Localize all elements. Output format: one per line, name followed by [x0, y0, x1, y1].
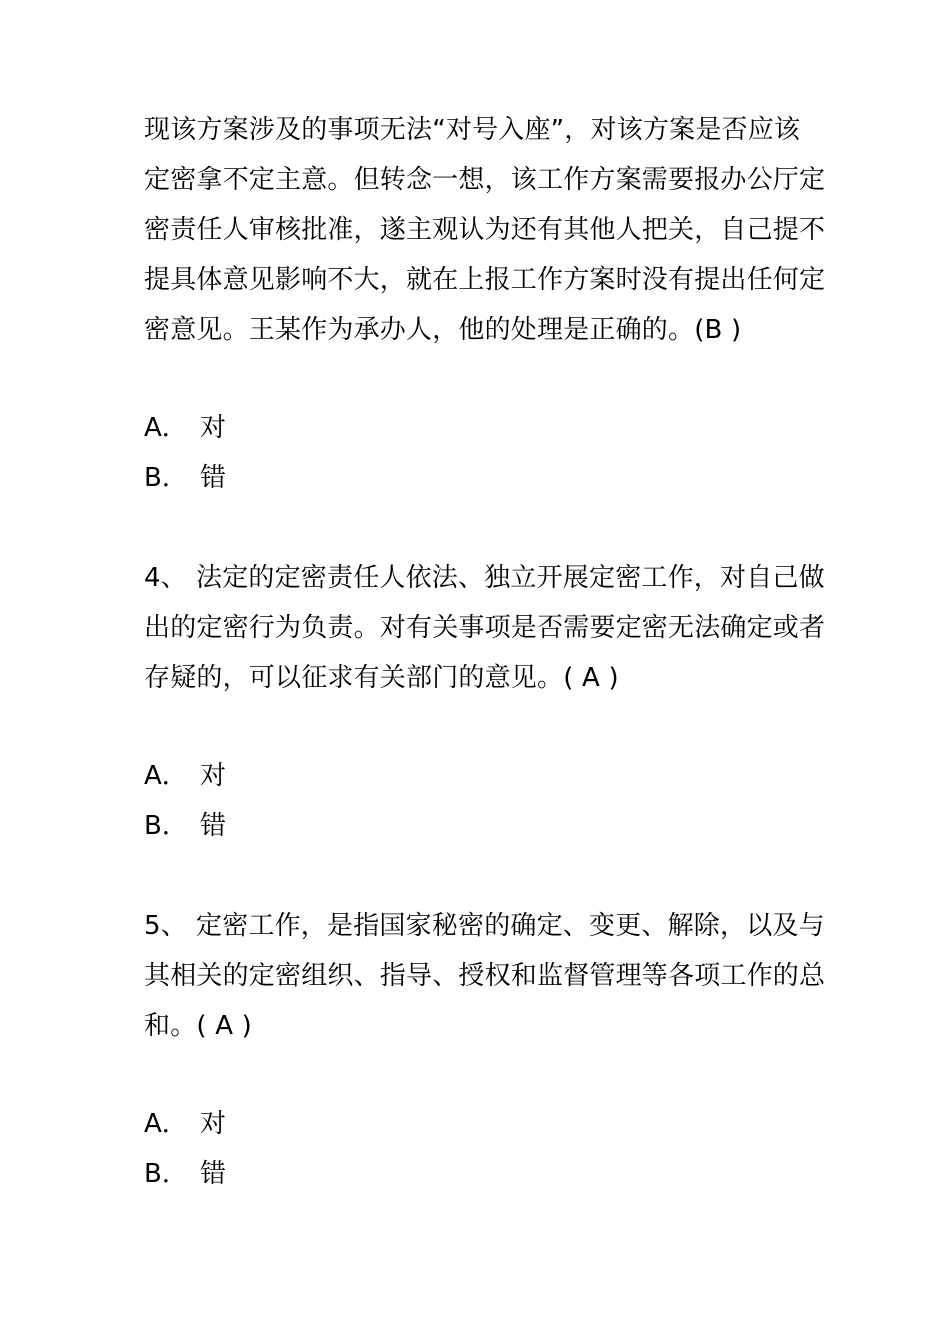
q3-option-a — [144, 412, 226, 444]
q3-line-1: 现该方案涉及的事项无法“对号入座”，对该方案是否应该 — [144, 115, 801, 145]
q3-line-2: 定密拿不定主意。但转念一想，该工作方案需要报办公厅定 — [144, 165, 826, 195]
q4-line-2: 出的定密行为负责。对有关事项是否需要定密无法确定或者 — [144, 613, 826, 643]
option-letter: B． — [144, 463, 188, 493]
option-letter: B． — [144, 1159, 188, 1189]
option-text: 错 — [200, 463, 227, 493]
option-text: 错 — [200, 811, 227, 841]
option-letter: A． — [144, 413, 188, 443]
q5-line-2: 其相关的定密组织、指导、授权和监督管理等各项工作的总 — [144, 961, 826, 991]
question-number: 4、 — [144, 563, 187, 593]
q4-option-b — [144, 810, 226, 842]
q4-option-a — [144, 760, 226, 792]
option-text: 对 — [200, 1109, 227, 1139]
q3-option-b — [144, 462, 226, 494]
question-number: 5、 — [144, 911, 187, 941]
q3-line-5: 密意见。王某作为承办人，他的处理是正确的。(B ) — [144, 315, 742, 345]
q4-line-1 — [144, 562, 825, 594]
q5-line-3: 和。( A ) — [144, 1011, 253, 1041]
option-letter: B． — [144, 811, 188, 841]
option-letter: A． — [144, 1109, 188, 1139]
q3-line-4: 提具体意见影响不大，就在上报工作方案时没有提出任何定 — [144, 265, 826, 295]
option-letter: A． — [144, 761, 188, 791]
option-text: 对 — [200, 761, 227, 791]
option-text: 错 — [200, 1159, 227, 1189]
option-text: 对 — [200, 413, 227, 443]
q5-option-b — [144, 1158, 226, 1190]
q5-line-1-text: 定密工作，是指国家秘密的确定、变更、解除，以及与 — [196, 911, 825, 941]
q5-line-1 — [144, 910, 825, 942]
q5-option-a — [144, 1108, 226, 1140]
q4-line-1-text: 法定的定密责任人依法、独立开展定密工作，对自己做 — [196, 563, 825, 593]
q3-line-3: 密责任人审核批准，遂主观认为还有其他人把关，自己提不 — [144, 215, 826, 245]
q4-line-3: 存疑的，可以征求有关部门的意见。( A ) — [144, 663, 619, 693]
